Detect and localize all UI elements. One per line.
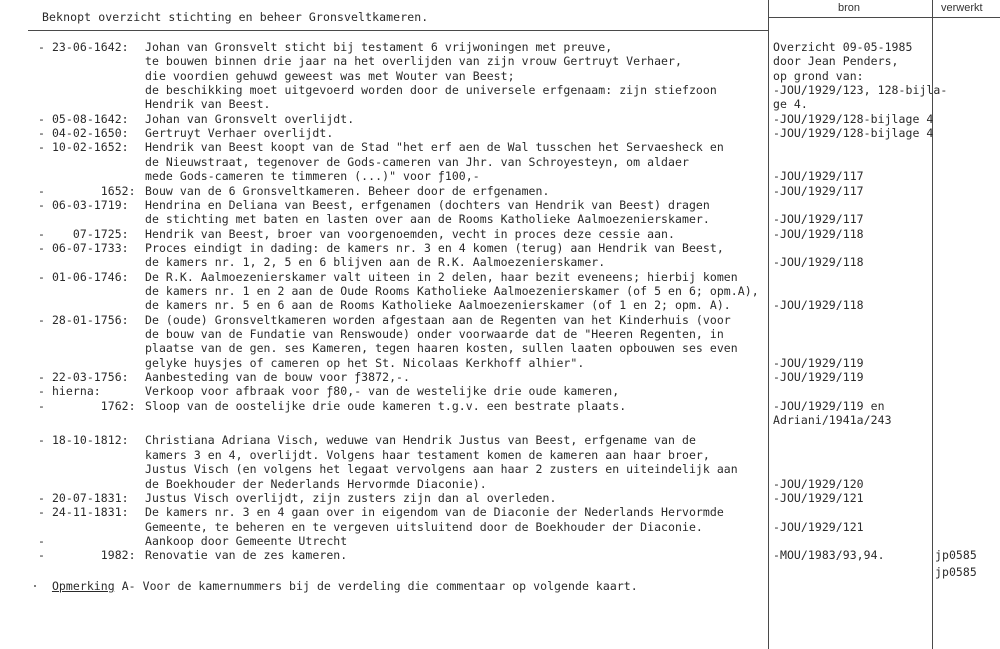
entry-source: Overzicht 09-05-1985 bbox=[773, 40, 913, 54]
entry-text: Hendrina en Deliana van Beest, erfgenamen (dochters van Hendrik van Beest) dragen bbox=[145, 197, 710, 212]
entry-processed: jp0585 bbox=[935, 548, 977, 563]
entry-text: Christiana Adriana Visch, weduwe van Hendrik Justus van Beest, erfgename van de bbox=[145, 433, 696, 448]
entry-text: Renovatie van de zes kameren. bbox=[145, 548, 348, 563]
entry-source: ge 4. bbox=[773, 97, 808, 112]
entry-date: - 05-08-1642: bbox=[38, 111, 129, 126]
entry-date: - 1982: bbox=[38, 548, 136, 563]
entry-text: de Boekhouder der Nederlands Hervormde Diaconie). bbox=[145, 476, 487, 491]
entry-text: Hendrik van Beest, broer van voorgenoemden, vecht in proces deze cessie aan. bbox=[145, 226, 675, 241]
entry-text: Sloop van de oostelijke drie oude kameren t.g.v. een bestrate plaats. bbox=[145, 398, 627, 413]
entry-text: de kamers nr. 5 en 6 aan de Rooms Katholieke Aalmoezenierskamer (of 1 en 2; opm. A). bbox=[145, 298, 731, 313]
entry-date: - 10-02-1652: bbox=[38, 140, 129, 155]
entry-text: Gertruyt Verhaer overlijdt. bbox=[145, 126, 334, 141]
remark-heading: Opmerking bbox=[51, 579, 115, 593]
entry-text: Bouw van de 6 Gronsveltkameren. Beheer door de erfgenamen. bbox=[145, 183, 550, 198]
entry-source: -JOU/1929/117 bbox=[773, 169, 864, 184]
entry-text: die voordien gehuwd geweest was met Wouter van Beest; bbox=[145, 68, 515, 83]
entry-text: mede Gods-cameren te timmeren (...)" voor ƒ100,- bbox=[145, 169, 480, 184]
title-underline bbox=[28, 30, 768, 31]
entry-source: -JOU/1929/120 bbox=[773, 476, 864, 491]
entry-text: de beschikking moet uitgevoerd worden door de universele erfgenaam: zijn stiefzoon bbox=[145, 83, 717, 98]
entry-date: - 24-11-1831: bbox=[38, 505, 129, 520]
entry-source: -JOU/1929/121 bbox=[773, 490, 864, 505]
remark-text bbox=[38, 565, 638, 593]
entry-date: - 06-03-1719: bbox=[38, 197, 129, 212]
entry-source: -JOU/1929/118 bbox=[773, 298, 864, 313]
entry-text: Justus Visch overlijdt, zijn zusters zijn dan al overleden. bbox=[145, 490, 557, 505]
bron-column-divider bbox=[768, 0, 769, 649]
entry-text: De R.K. Aalmoezenierskamer valt uiteen in 2 delen, haar bezit eveneens; hierbij komen bbox=[145, 269, 738, 284]
entry-date: - 18-10-1812: bbox=[38, 433, 129, 448]
entry-text: Hendrik van Beest. bbox=[145, 97, 271, 112]
entry-text: Justus Visch (en volgens het legaat vervolgens aan haar 2 zusters en uiteindelijk aan bbox=[145, 462, 738, 477]
entry-date: - 28-01-1756: bbox=[38, 312, 129, 327]
entry-source: -JOU/1929/128-bijlage 4 bbox=[773, 111, 934, 126]
header-underline bbox=[768, 17, 1000, 18]
entry-source: door Jean Penders, bbox=[773, 54, 899, 69]
verwerkt-header: verwerkt bbox=[941, 2, 983, 14]
entry-text: Verkoop voor afbraak voor ƒ80,- van de westelijke drie oude kameren, bbox=[145, 384, 620, 399]
entry-text: Proces eindigt in dading: de kamers nr. 3 en 4 komen (terug) aan Hendrik van Beest, bbox=[145, 240, 724, 255]
entry-text: Johan van Gronsvelt sticht bij testament 6 vrijwoningen met preuve, bbox=[145, 40, 613, 54]
entry-source: -JOU/1929/121 bbox=[773, 519, 864, 534]
entry-text: Gemeente, te beheren en te vergeven uitsluitend door de Boekhouder der Diaconie. bbox=[145, 519, 703, 534]
remark-label: Opmerking A- Voor de kamernummers bij de verdeling die commentaar op volgende kaart. bbox=[51, 579, 638, 593]
entry-date: - 1652: bbox=[38, 183, 136, 198]
entry-text: de kamers nr. 1 en 2 aan de Oude Rooms Katholieke Aalmoezenierskamer (of 5 en 6; opm.A), bbox=[145, 283, 759, 298]
entry-text: de Nieuwstraat, tegenover de Gods-cameren van Jhr. van Schroyesteyn, om aldaer bbox=[145, 154, 689, 169]
entry-date: - 22-03-1756: bbox=[38, 370, 129, 385]
entry-source: -JOU/1929/119 bbox=[773, 370, 864, 385]
document-title: Beknopt overzicht stichting en beheer Gronsveltkameren. bbox=[42, 10, 429, 24]
entry-text: De kamers nr. 3 en 4 gaan over in eigendom van de Diaconie der Nederlands Hervormde bbox=[145, 505, 724, 520]
stray-mark bbox=[34, 585, 36, 587]
bron-header: bron bbox=[838, 2, 861, 14]
entry-source: op grond van: bbox=[773, 68, 864, 83]
entry-text: de bouw van de Fundatie van Renswoude) onder voorwaarde dat de "Heeren Regenten, in bbox=[145, 327, 724, 341]
entry-text: kamers 3 en 4, overlijdt. Volgens haar testament komen de kameren aan haar broer, bbox=[145, 447, 710, 462]
entry-source: -JOU/1929/128-bijlage 4 bbox=[773, 126, 934, 141]
entry-source: -JOU/1929/119 en bbox=[773, 398, 885, 413]
entry-source: -JOU/1929/118 bbox=[773, 255, 864, 270]
entry-text: Johan van Gronsvelt overlijdt. bbox=[145, 111, 355, 126]
entry-source: -JOU/1929/119 bbox=[773, 355, 864, 370]
entry-date: - 06-07-1733: bbox=[38, 240, 129, 255]
entry-text: de stichting met baten en lasten over aan de Rooms Katholieke Aalmoezenierskamer. bbox=[145, 212, 710, 227]
entry-date: - 1762: bbox=[38, 398, 136, 413]
entry-date: - 07-1725: bbox=[38, 226, 129, 241]
entry-date: - 23-06-1642: bbox=[38, 40, 129, 54]
entry-source: -JOU/1929/117 bbox=[773, 212, 864, 227]
entry-date: - 04-02-1650: bbox=[38, 126, 129, 141]
entry-source: -JOU/1929/123, 128-bijla- bbox=[773, 83, 948, 98]
entry-date: - 01-06-1746: bbox=[38, 269, 129, 284]
entry-date: - hierna: bbox=[38, 384, 101, 399]
entry-text: plaatse van de gen. ses Kameren, tegen haaren kosten, sullen laaten opbouwen ses even bbox=[145, 341, 738, 356]
entry-text: De (oude) Gronsveltkameren worden afgestaan aan de Regenten van het Kinderhuis (voor bbox=[145, 312, 731, 327]
entry-source: -JOU/1929/117 bbox=[773, 183, 864, 198]
entry-text: Aanbesteding van de bouw voor ƒ3872,-. bbox=[145, 370, 410, 385]
entry-date: - 20-07-1831: bbox=[38, 490, 129, 505]
entry-source: -MOU/1983/93,94. bbox=[773, 548, 885, 563]
entry-source: Adriani/1941a/243 bbox=[773, 413, 892, 428]
entry-text: de kamers nr. 1, 2, 5 en 6 blijven aan de R.K. Aalmoezenierskamer. bbox=[145, 255, 606, 270]
entry-text: gelyke huysjes of cameren op het St. Nicolaas Kerkhoff alhier". bbox=[145, 355, 585, 370]
entry-date: - bbox=[38, 533, 45, 548]
remark-verwerkt: jp0585 bbox=[935, 565, 977, 579]
entry-text: te bouwen binnen drie jaar na het overlijden van zijn vrouw Gertruyt Verhaer, bbox=[145, 54, 682, 69]
verwerkt-column-divider bbox=[932, 0, 933, 649]
entry-source: -JOU/1929/118 bbox=[773, 226, 864, 241]
entry-text: Aankoop door Gemeente Utrecht bbox=[145, 533, 348, 548]
entry-text: Hendrik van Beest koopt van de Stad "het erf aen de Wal tusschen het Servaesheck en bbox=[145, 140, 724, 155]
